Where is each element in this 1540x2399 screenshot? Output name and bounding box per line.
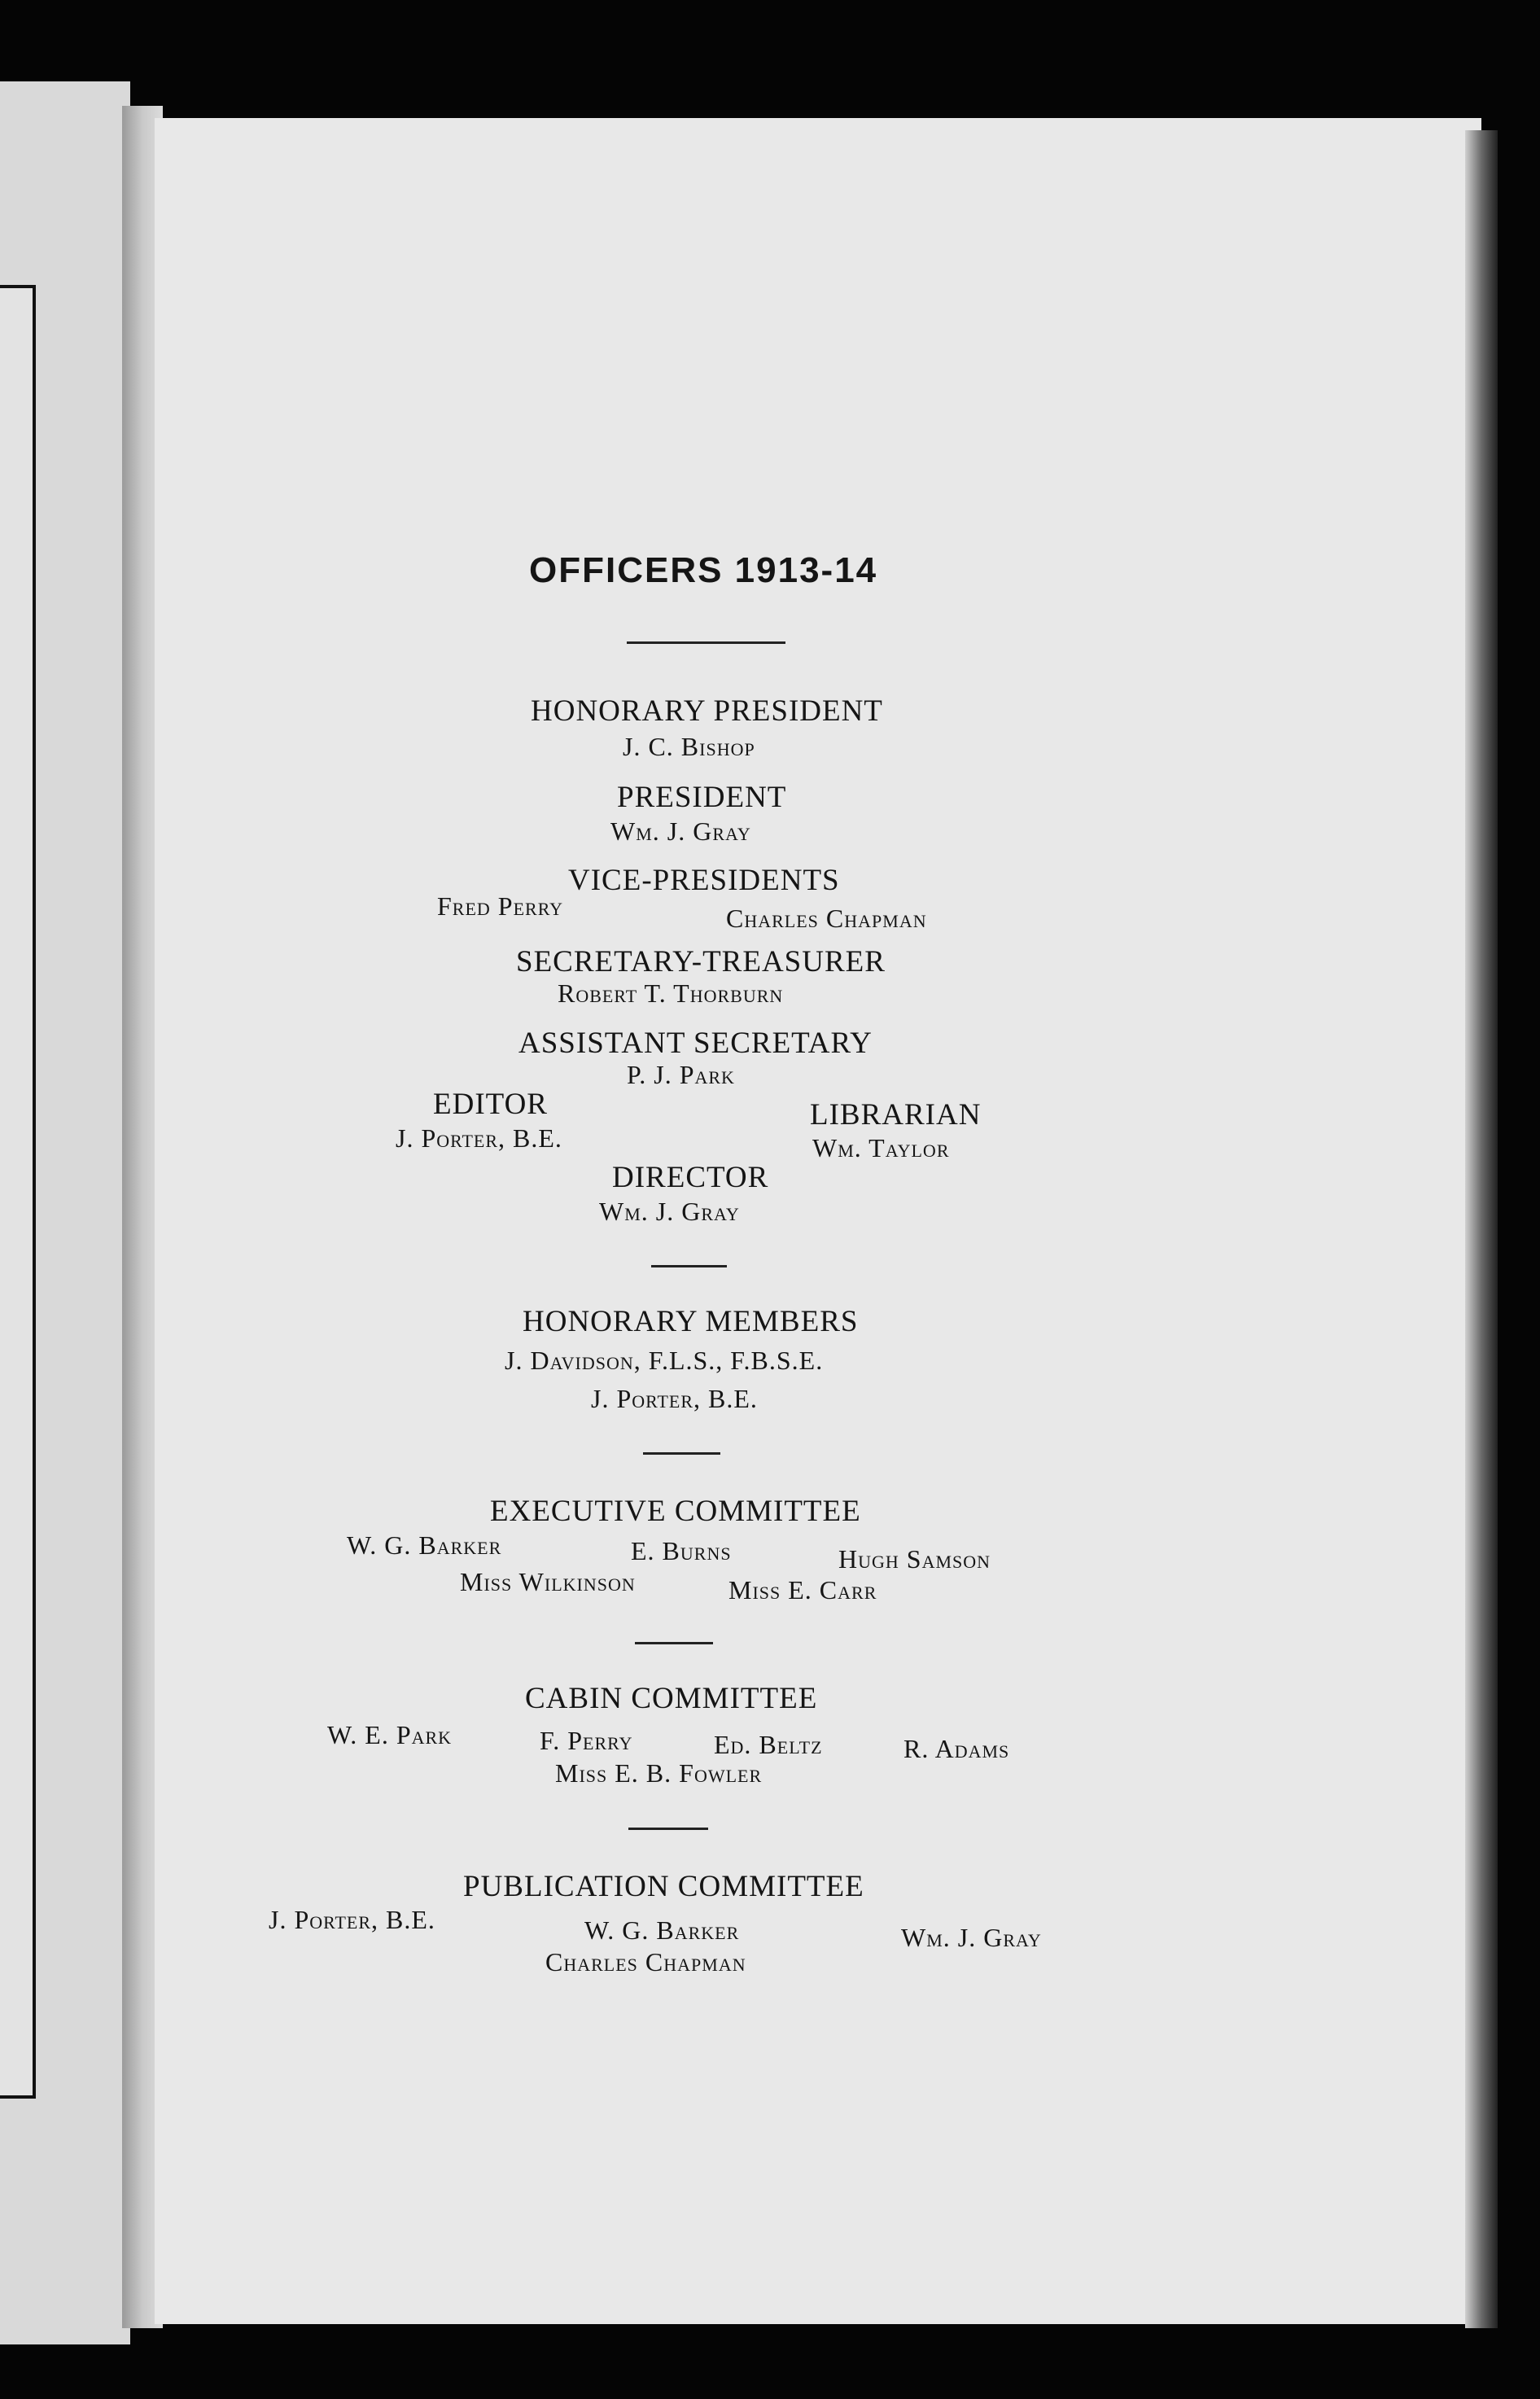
editor-heading: EDITOR <box>433 1088 548 1121</box>
divider <box>635 1642 713 1644</box>
page-edge-shadow <box>1465 130 1498 2328</box>
divider <box>627 641 785 644</box>
librarian-heading: LIBRARIAN <box>810 1098 982 1132</box>
executive-committee-member: E. Burns <box>631 1536 732 1565</box>
divider <box>651 1265 727 1267</box>
cabin-committee-member: Miss E. B. Fowler <box>555 1758 763 1788</box>
publication-committee-member: W. G. Barker <box>584 1915 740 1945</box>
director-name: Wm. J. Gray <box>599 1197 740 1226</box>
cabin-committee-member: R. Adams <box>903 1734 1010 1763</box>
executive-committee-member: Miss E. Carr <box>728 1575 877 1604</box>
president-heading: PRESIDENT <box>617 781 787 814</box>
honorary-president-heading: HONORARY PRESIDENT <box>531 694 883 728</box>
cabin-committee-member: W. E. Park <box>327 1720 453 1749</box>
cabin-committee-member: F. Perry <box>540 1726 633 1755</box>
publication-committee-member: Charles Chapman <box>545 1947 746 1977</box>
facing-page-photo-frame <box>0 285 36 2099</box>
divider <box>643 1452 720 1455</box>
vice-president-name: Charles Chapman <box>726 904 927 933</box>
secretary-treasurer-heading: SECRETARY-TREASURER <box>516 945 886 978</box>
cabin-committee-heading: CABIN COMMITTEE <box>525 1682 818 1715</box>
publication-committee-heading: PUBLICATION COMMITTEE <box>463 1870 864 1903</box>
librarian-name: Wm. Taylor <box>812 1133 950 1162</box>
editor-name: J. Porter, B.E. <box>396 1123 562 1153</box>
cabin-committee-member: Ed. Beltz <box>714 1730 823 1759</box>
honorary-member-name: J. Porter, B.E. <box>591 1384 758 1413</box>
vice-president-name: Fred Perry <box>437 891 564 921</box>
executive-committee-heading: EXECUTIVE COMMITTEE <box>490 1495 861 1528</box>
executive-committee-member: Hugh Samson <box>838 1544 991 1574</box>
executive-committee-member: W. G. Barker <box>347 1530 502 1560</box>
secretary-treasurer-name: Robert T. Thorburn <box>558 978 784 1008</box>
honorary-member-name: J. Davidson, F.L.S., F.B.S.E. <box>505 1346 824 1375</box>
executive-committee-member: Miss Wilkinson <box>460 1567 636 1596</box>
director-heading: DIRECTOR <box>612 1161 769 1194</box>
president-name: Wm. J. Gray <box>610 816 751 846</box>
page-title: OFFICERS 1913-14 <box>529 550 878 590</box>
assistant-secretary-name: P. J. Park <box>627 1060 735 1089</box>
honorary-president-name: J. C. Bishop <box>623 732 755 761</box>
publication-committee-member: Wm. J. Gray <box>901 1923 1042 1952</box>
honorary-members-heading: HONORARY MEMBERS <box>523 1305 859 1338</box>
publication-committee-member: J. Porter, B.E. <box>269 1905 435 1934</box>
divider <box>628 1828 708 1830</box>
vice-presidents-heading: VICE-PRESIDENTS <box>568 864 840 897</box>
document-page <box>155 118 1481 2324</box>
assistant-secretary-heading: ASSISTANT SECRETARY <box>518 1027 873 1060</box>
